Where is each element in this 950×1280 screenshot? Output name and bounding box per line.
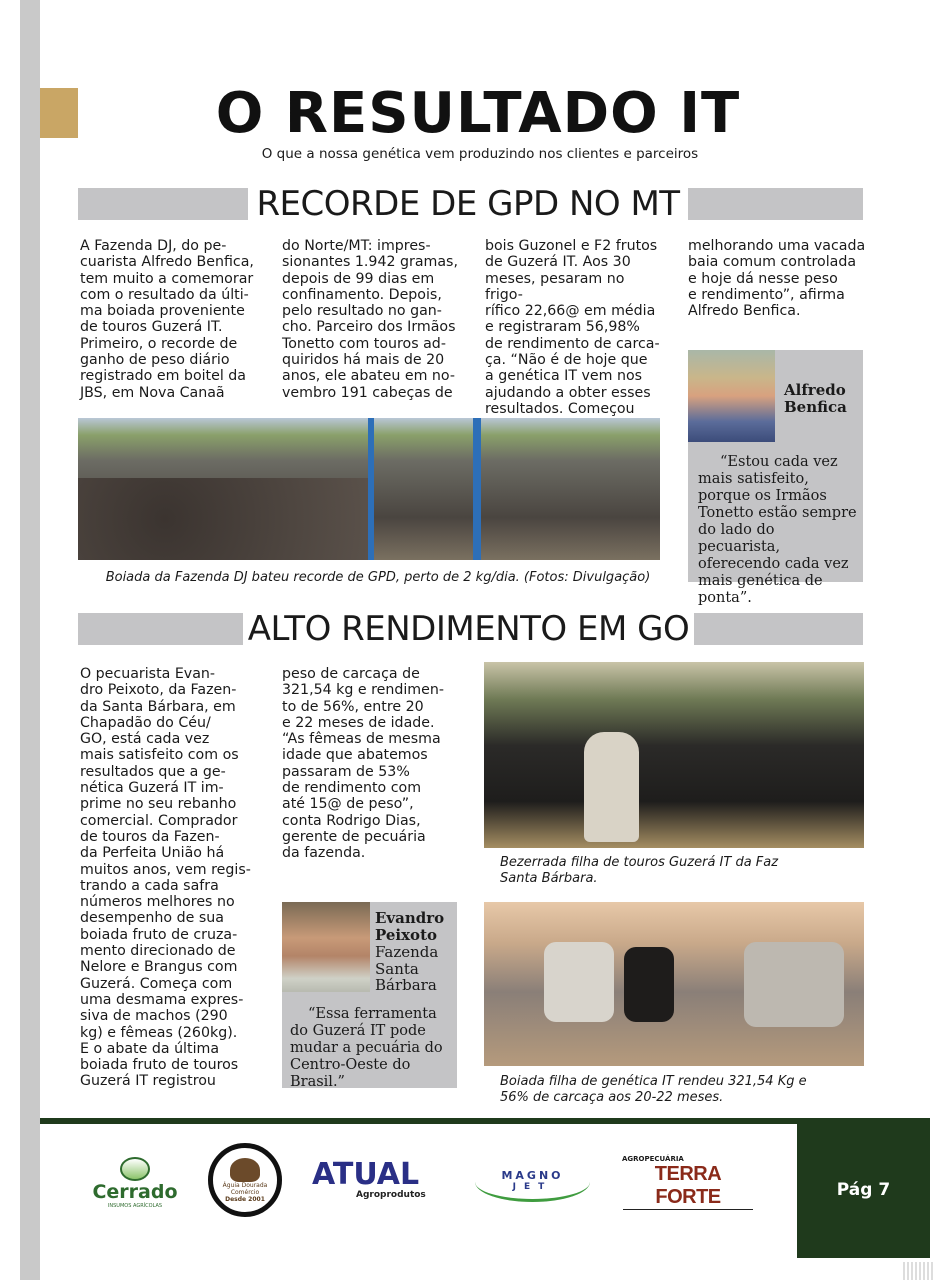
- logo-text: Águia Dourada Comércio: [222, 1181, 268, 1196]
- section-heading-gpd: RECORDE DE GPD NO MT: [256, 184, 680, 224]
- logo-subtext: Desde 2001: [225, 1195, 265, 1203]
- logo-terra-forte: [622, 1155, 754, 1210]
- logo-text: ATUAL: [312, 1157, 420, 1192]
- logo-subtext: AGROPECUÁRIA: [622, 1155, 684, 1163]
- left-margin-bar: [20, 0, 40, 1280]
- article2-column-2: peso de carcaça de 321,54 kg e rendimen- to de 56%, entre 20 e 22 meses de idade. “As fêmeas de mesma idade que abatemos passaram de 53% de rendimento com até 15@ de peso”, conta Rodrigo Dias, gerente de pecuária da fazenda.: [282, 666, 444, 862]
- article-column-3: bois Guzonel e F2 frutos de Guzerá IT. Aos 30 meses, pesaram no frigo- rífico 22,66@ em média e registraram 56,98% de rendimento de carca- ça. “Não é de hoje que a genética IT vem nos ajudando a obter esses resultados. Começou: [485, 238, 660, 417]
- article2-column-1: O pecuarista Evan- dro Peixoto, da Fazen- da Santa Bárbara, em Chapadão do Céu/ GO, está cada vez mais satisfeito com os resultados que a ge- nética Guzerá IT im- prime no seu rebanho comercial. Comprador de touros da Fazen- da Perfeita União há muitos anos, vem regis- trando a cada safra números melhores no desempenho de sua boiada fruto de cruza- mento direcionado de Nelore e Brangus com Guzerá. Começa com uma desmama expres- siva de machos (290 kg) e fêmeas (260kg). E o abate da última boiada fruto de touros Guzerá IT registrou: [80, 666, 251, 1090]
- heading-band-left: [78, 188, 248, 220]
- photo-caption-herd: Boiada filha de genética IT rendeu 321,54 Kg e 56% de carcaça aos 20-22 meses.: [500, 1074, 807, 1105]
- page-title: O RESULTADO IT: [215, 81, 741, 146]
- cattle-herd-photo: [484, 902, 864, 1066]
- quote-farm-evandro: Fazenda Santa Bárbara: [375, 943, 439, 994]
- gold-accent-square: [40, 88, 78, 138]
- logo-aguia: [208, 1143, 282, 1217]
- section-heading-go: ALTO RENDIMENTO EM GO: [247, 609, 690, 649]
- quote-box-evandro: [282, 902, 457, 1088]
- photo-caption-feedlot: Boiada da Fazenda DJ bateu recorde de GPD, perto de 2 kg/dia. (Fotos: Divulgação): [105, 570, 651, 585]
- evandro-portrait: [282, 902, 370, 992]
- quote-text-alfredo: “Estou cada vez mais satisfeito, porque os Irmãos Tonetto estão sempre do lado do pecuarista, oferecendo cada vez mais genética de ponta”.: [698, 454, 857, 606]
- corner-texture: [903, 1262, 933, 1280]
- logo-subtext: INSUMOS AGRÍCOLAS: [107, 1203, 163, 1209]
- logo-text: Cerrado: [92, 1181, 178, 1203]
- photo-caption-calves: Bezerrada filha de touros Guzerá IT da Faz Santa Bárbara.: [500, 855, 779, 886]
- logo-text: MAGNO: [501, 1169, 564, 1182]
- page-subtitle: O que a nossa genética vem produzindo nos clientes e parceiros: [261, 146, 699, 162]
- article-column-4: melhorando uma vacada baia comum controlada e hoje dá nesse peso e rendimento”, afirma Alfredo Benfica.: [688, 238, 866, 320]
- quote-box-alfredo: [688, 350, 863, 606]
- quote-name-evandro: Evandro Peixoto: [375, 909, 445, 944]
- heading-band-right-2: [694, 613, 863, 645]
- quote-text-evandro: “Essa ferramenta do Guzerá IT pode mudar a pecuária do Centro-Oeste do Brasil.”: [290, 1006, 443, 1090]
- logo-text: TERRA FORTE: [654, 1163, 722, 1208]
- logo-subtext: Agroprodutos: [356, 1190, 426, 1200]
- page-number-box: [797, 1122, 930, 1258]
- logo-magno-jet: [475, 1162, 590, 1202]
- alfredo-portrait: [688, 350, 775, 442]
- logo-atual: [312, 1155, 437, 1205]
- heading-band-left-2: [78, 613, 243, 645]
- logo-cerrado: [80, 1148, 190, 1218]
- quote-name-alfredo: Alfredo Benfica: [784, 381, 847, 416]
- calves-photo: [484, 662, 864, 848]
- heading-band-right: [688, 188, 863, 220]
- article-column-1: A Fazenda DJ, do pe- cuarista Alfredo Benfica, tem muito a comemorar com o resultado da últi- ma boiada proveniente de touros Guzerá IT. Primeiro, o recorde de ganho de peso diário registrado em boitel da JBS, em Nova Canaã: [80, 238, 254, 401]
- cattle-feedlot-photo: [78, 418, 660, 560]
- logo-subtext: JET: [512, 1182, 553, 1192]
- article-column-2: do Norte/MT: impres- sionantes 1.942 gramas, depois de 99 dias em confinamento. Depois, pelo resultado no gan- cho. Parceiro dos Irmãos Tonetto com touros ad- quiridos há mais de 20 anos, ele abateu em no- vembro 191 cabeças de: [282, 238, 458, 401]
- page-number: Pág 7: [836, 1180, 891, 1200]
